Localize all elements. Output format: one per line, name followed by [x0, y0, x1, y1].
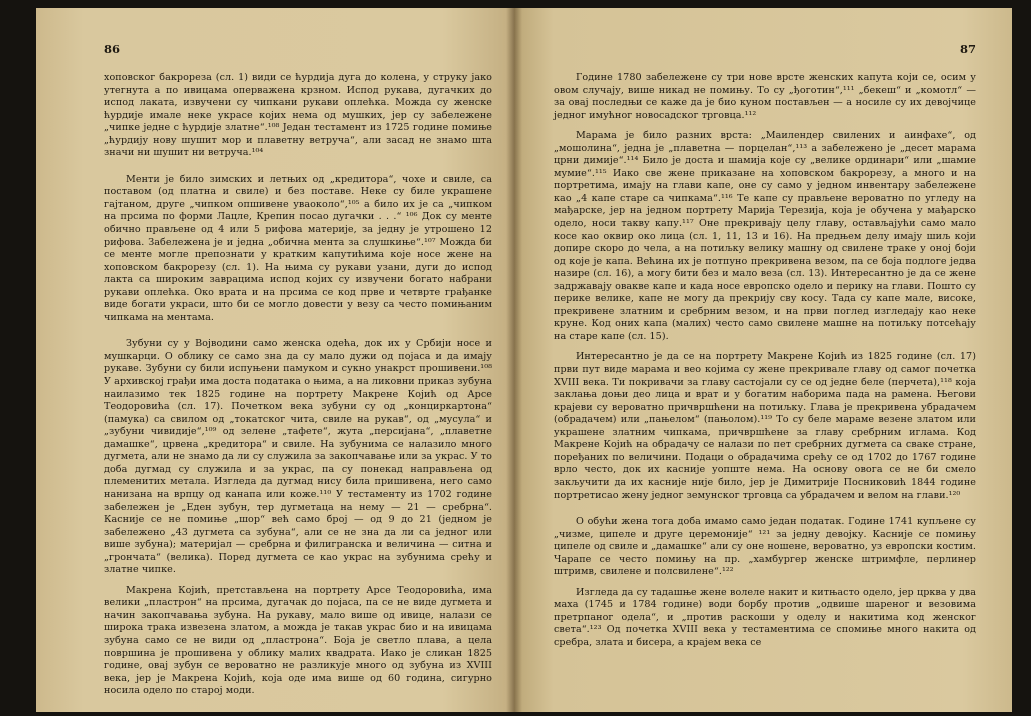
right-paragraph-5: Изгледа да су тадашње жене волеле накит и китњасто одело, јер црква у два маха (1745 и 1784 године) води борбу против „одвише шареног и везовима претрпаног одела“, и „против раскоши у оделу и накитима код женског света“.¹²³ Од почетка XVIII века у тестаментима се спомиње много накита од сребра, злата и бисера, а крајем века се	[554, 586, 976, 648]
right-paragraph-1: Године 1780 забележене су три нове врсте женских капута који се, осим у овом случају, више никад не помињу. То су „ђоготин“,¹¹¹ „бекеш“ и „комотл“ — за овај последњи се каже да је био куном постављен — а носиле су их девојчице једног имућног новосадског трговца.¹¹²	[554, 72, 976, 121]
left-page	[36, 8, 514, 712]
right-page	[514, 8, 1012, 712]
page-number-left: 86	[104, 42, 121, 56]
page-number-right: 87	[959, 42, 976, 56]
right-paragraph-2: Марама је било разних врста: „Маилендер свилених и аинфахе“, од „мошолина“, једна је „плаветна — порцелан“,¹¹³ а забележено је „десет марама црни димије“.¹¹⁴ Било је доста и шамија које су „велике ординари“ или „шамие мумие“.¹¹⁵ Иако све жене приказане на хоповском бакрорезу, а много и на портретима, имају на глави капе, оне су само у једном инвентару забележене као „4 капе старе са чипкама“.¹¹⁶ Те капе су прављене вероватно по угледу на мађарске, јер на једном портрету Марија Терезија, која је обучена у мађарско одело, носи такву капу.¹¹⁷ Оне прекривају целу главу, остављајући само мало косе као оквир око лица (сл. 1, 11, 13 и 16). На предњем делу имају шиљ који допире скоро до чела, а на потиљку велику машну од свилене траке у оној боји од које је капа. Већина их је потпуно прекривена везом, па се боја подлоге једва назире (сл. 16), а могу бити без и мало веза (сл. 13). Интересантно је да се жене задржавају овакве капе и када носе европско одело и перику на глави. Пошто су перике велике, капе не могу да прекрију сву косу. Тада су капе мале, високе, прекривене златним и сребрним везом, и на први поглед изгледају као неке круне. Код оних капа (малих) често само свилене машне на потиљку потсећају на старе капе (сл. 15).	[554, 130, 976, 342]
left-paragraph-4: Макрена Којић, претстављена на портрету Арсе Теодоровића, има велики „пластрон“ на прсима, дугачак до појаса, па се не виде дугмета и начин закопчавања зубуна. На рукаву, мало више од ивице, налази се широка трака извезена златом, а можда је такав украс био и на ивицама зубуна само се не види од „пластрона“. Боја је светло плава, а цела површина је прошивена у облику малих квадрата. Иако је сликан 1825 године, овај зубун се вероватно не разликује много од зубуна из XVIII века, јер је Макрена Којић, која оде има више од 60 година, сигурно носила одело по старој моди.	[104, 584, 492, 697]
left-paragraph-1: хоповског бакрореза (сл. 1) види се ћурдија дуга до колена, у струку јако утегнута а по ивицама оперважена крзном. Испод рукава, дугачких до испод лаката, извучени су чипкани рукави оплећка. Можда су женске ћурдије имале неке украсе којих нема од мушких, јер су забележене „чипке једне с ћурдије златне“.¹⁰⁸ Један тестамент из 1725 године помиње „ћурдију нову шушит мор и плаветну ветруча“, али засад не знамо шта значи ни шушит ни ветруча.¹⁰⁴	[104, 72, 492, 159]
left-paragraph-2: Менти је било зимских и летњих од „кредитора“, чохе и свиле, са поставом (од платна и свиле) и без поставе. Неке су биле украшене гајтаном, друге „чипком опшивене уваоколо“,¹⁰⁵ а било их је са „чипком на прсима по форми Лацле, Крепин посао дугачки . . .“ ¹⁰⁶ Док су менте обично прављене од 4 или 5 рифова материје, за једну је утрошено 12 рифова. Забележена је и једна „обична мента за слушкиње“.¹⁰⁷ Можда би се менте могле препознати у кратким капутићима које носе жене на хоповском бакрорезу (сл. 1). На њима су рукави узани, дуги до испод лакта са широким заврацима испод којих су извучени богато набрани рукави оплећка. Око врата и на прсима се код прве и четврте грађанке виде богати украси, што би се могло довести у везу са често помињаним чипкама на ментама.	[104, 173, 492, 323]
book-gutter	[506, 8, 522, 712]
left-paragraph-3: Зубуни су у Војводини само женска одећа, док их у Србији носе и мушкарци. О облику се само зна да су мало дужи од појаса и да имају рукаве. Зубуни су били испуњени памуком и сукно унакрст прошивени.¹⁰⁸ У архивској грађи има доста података о њима, а на ликовни приказ зубуна наилазимо тек 1825 године на портрету Макрене Којић од Арсе Теодоровића (сл. 17). Почетком века зубуни су од „конциркартона“ (памука) са свилом од „токатског чита, свиле на рукав“, од „мусула“ и „зубуни чивидије“,¹⁰⁹ од зелене „тафете“, жута „персијана“, „плаветне дамашке“, црвена „кредитора“ и свиле. На зубунима се налазило много дугмета, али не знамо да ли су служила за закопчавање или за украс. У то доба дугмад су служила и за украс, па су понекад направљена од племенитих метала. Изгледа да дугмад нису била пришивена, него само нанизана на врпцу од канапа или коже.¹¹⁰ У тестаменту из 1702 године забележен је „Еден зубун, тер дугметаца на нему — 21 — сребрна“. Касније се не помиње „шор“ већ само број — од 9 до 21 (једном је забележено „43 дугмета са зубуна“, али се не зна да ли са једног или више зубуна); материјал — сребрна и филигранска и величина — ситна и „грончата“ (велика). Поред дугмета се као украс на зубунима срећу и златне чипке.	[104, 338, 492, 576]
right-paragraph-4: О обући жена тога доба имамо само један податак. Године 1741 купљене су „чизме, ципеле и друге церемоније“ ¹²¹ за једну девојку. Касније се помињу ципеле од свиле и „дамашке“ али су оне ношене, вероватно, уз европски костим. Чарапе се често помињу на пр. „хамбургер женске штримфле, перлинер штримв, свилене и полсвилене“.¹²²	[554, 516, 976, 578]
right-paragraph-3: Интересантно је да се на портрету Макрене Којић из 1825 године (сл. 17) први пут виде марама и вео којима су жене прекривале главу од самог почетка XVIII века. Ти покривачи за главу састојали су се од једне беле (перчета),¹¹⁸ која заклања доњи део лица и врат и у богатим наборима пада на рамена. Његови крајеви су вероватно причвршћени на потиљку. Глава је прекривена убрадачем (обрадачем) или „пањелом“ (пањолом).¹¹⁹ То су беле мараме везене златом или украшене златним чипкама, причвршћене за главу сребрним иглама. Код Макрене Којић на обрадачу се налази по пет сребрних дугмета са сваке стране, поређаних по величини. Подаци о обрадачима срећу се од 1702 до 1767 године врло често, док их касније уопште нема. На основу овога се не би смело закључити да их касније није било, јер је Димитрије Посниковић 1844 године портретисао жену једног земунског трговца са убрадачем и велом на глави.¹²⁰	[554, 351, 976, 501]
